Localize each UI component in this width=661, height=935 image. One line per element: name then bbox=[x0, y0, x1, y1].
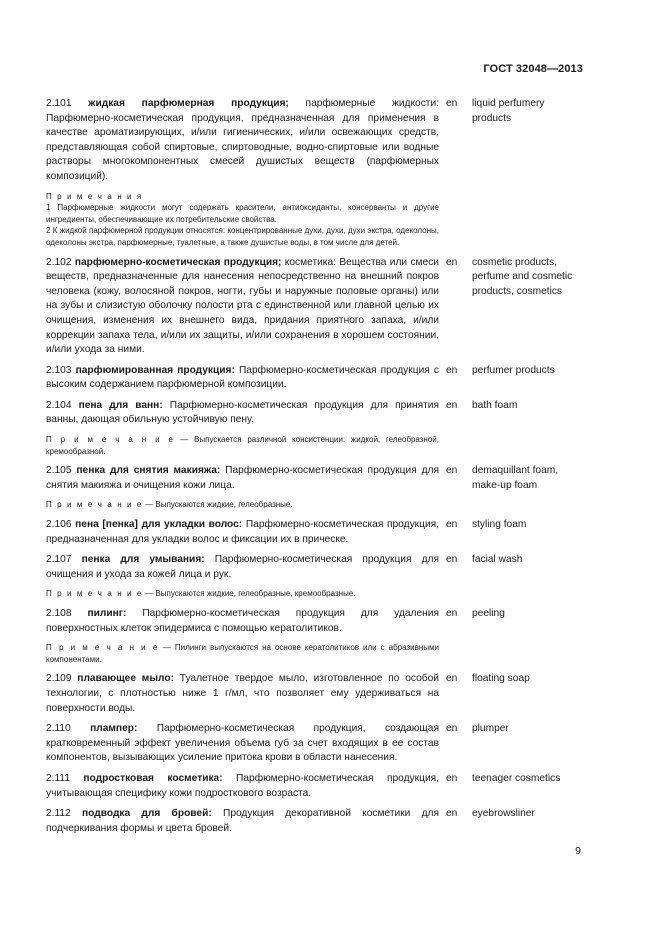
note-block-2-108 bbox=[46, 642, 439, 665]
note-heading: П р и м е ч а н и е bbox=[46, 589, 143, 599]
standard-header: ГОСТ 32048—2013 bbox=[483, 63, 583, 75]
language-code: en bbox=[446, 608, 458, 619]
language-code: en bbox=[446, 554, 458, 566]
note-block-2-105 bbox=[46, 499, 439, 511]
note-heading: П р и м е ч а н и я bbox=[46, 191, 143, 201]
note-heading: П р и м е ч а н и е bbox=[46, 500, 143, 510]
english-equivalent: liquid perfumery products bbox=[472, 98, 545, 124]
english-equivalent: floating soap bbox=[472, 673, 530, 685]
english-equivalent: demaquillant foam, make-up foam bbox=[472, 465, 559, 491]
term-entry-2-106 bbox=[46, 518, 586, 547]
term-entry-2-109 bbox=[46, 672, 586, 716]
english-equivalent: teenager cosmetics bbox=[472, 772, 561, 784]
page-number: 9 bbox=[575, 845, 581, 857]
term-name: плампер: bbox=[90, 723, 138, 735]
language-code: en bbox=[446, 673, 458, 685]
note-block-2-104 bbox=[46, 434, 439, 457]
english-equivalent: perfumer products bbox=[472, 364, 555, 376]
english-equivalent: facial wash bbox=[472, 554, 523, 566]
note-item: П р и м е ч а н и е — Выпускаются жидкие, гелеобразные. bbox=[46, 500, 293, 510]
term-entry-2-107 bbox=[46, 553, 586, 582]
term-definition: 2.105 пенка для снятия макияжа: Парфюмерно-косметическая продукция для снятия макияжа и очищения кожи лица. bbox=[46, 465, 439, 491]
term-name: подростковая косметика: bbox=[83, 772, 223, 784]
term-definition: 2.104 пена для ванн: Парфюмерно-косметическая продукция для принятия ванны, дающая обильную устойчивую пену. bbox=[46, 399, 439, 426]
note-item: 1 Парфюмерные жидкости могут содержать красители, антиоксиданты, консерванты и другие ингредиенты, обеспечивающие их потребительские свойства. bbox=[46, 203, 439, 224]
english-equivalent: peeling bbox=[472, 608, 505, 619]
term-name: подводка для бровей: bbox=[82, 808, 212, 820]
english-equivalent: plumper bbox=[472, 723, 509, 735]
english-equivalent: eyebrowsliner bbox=[472, 808, 535, 820]
term-entry-2-102 bbox=[46, 256, 586, 358]
term-entry-2-108 bbox=[46, 607, 586, 636]
note-heading: П р и м е ч а н и е bbox=[46, 435, 175, 445]
term-name: пена [пенка] для укладки волос: bbox=[75, 519, 243, 531]
term-entry-2-103 bbox=[46, 364, 586, 393]
term-name: пенка для снятия макияжа: bbox=[76, 465, 221, 477]
language-code: en bbox=[446, 772, 458, 784]
term-name: парфюмированная продукция: bbox=[75, 364, 235, 376]
note-heading: П р и м е ч а н и е bbox=[46, 643, 159, 653]
language-code: en bbox=[446, 808, 458, 820]
term-definition: 2.103 парфюмированная продукция: Парфюмерно-косметическая продукция с высоким содержанием парфюмерной композиции. bbox=[46, 364, 439, 391]
note-block-2-101 bbox=[46, 191, 439, 249]
term-entry-2-104 bbox=[46, 399, 586, 428]
term-entry-2-112 bbox=[46, 807, 586, 836]
term-name: плавающее мыло: bbox=[77, 673, 174, 685]
english-equivalent: cosmetic products, perfume and cosmetic products, cosmetics bbox=[472, 256, 573, 297]
term-definition: 2.107 пенка для умывания: Парфюмерно-косметическая продукция для очищения и ухода за кожей лица и рук. bbox=[46, 554, 439, 580]
term-definition: 2.109 плавающее мыло: Туалетное твердое мыло, изготовленное по особой технологии, с плотностью ниже 1 г/мл, что позволяет ему удерживаться на поверхности воды. bbox=[46, 673, 439, 714]
note-block-2-107 bbox=[46, 588, 439, 600]
term-definition: 2.108 пилинг: Парфюмерно-косметическая продукция для удаления поверхностных клеток эпидермиса с помощью кератолитиков. bbox=[46, 608, 439, 634]
term-definition: 2.112 подводка для бровей: Продукция декоративной косметики для подчеркивания формы и цвета бровей. bbox=[46, 808, 439, 834]
term-definition: 2.110 плампер: Парфюмерно-косметическая продукция, создающая кратковременный эффект увеличения объема губ за счет входящих в ее состав компонентов, вызывающих усиление притока крови в области нанесения. bbox=[46, 723, 439, 764]
language-code: en bbox=[446, 399, 458, 411]
term-name: пенка для умывания: bbox=[81, 554, 205, 566]
language-code: en bbox=[446, 723, 458, 735]
term-name: пена для ванн: bbox=[78, 399, 163, 411]
term-definition: 2.111 подростковая косметика: Парфюмерно-косметическая продукция, учитывающая специфику кожи подросткового возраста. bbox=[46, 772, 439, 799]
term-entry-2-110 bbox=[46, 722, 586, 766]
english-equivalent: styling foam bbox=[472, 519, 527, 531]
term-definition: 2.101 жидкая парфюмерная продукция; парфюмерные жидкости: Парфюмерно-косметическая продукция, предназначенная для применения в качестве ароматизирующих, и/или гигиенических, и/или освежающих средств, представляющая собой спиртовые, спиртоводные, водно-спиртовые или водные растворы многокомпонентных смесей душистых веществ (парфюмерных композиций). bbox=[46, 98, 439, 182]
language-code: en bbox=[446, 256, 458, 268]
language-code: en bbox=[446, 98, 458, 109]
language-code: en bbox=[446, 519, 458, 531]
note-item: П р и м е ч а н и е — Выпускается различной консистенции: жидкой, гелеобразной, кремообразной. bbox=[46, 435, 439, 456]
term-definition: 2.102 парфюмерно-косметическая продукция; косметика: Вещества или смеси веществ, предназначенные для нанесения непосредственно на внешний покров человека (кожу, волосяной покров, ногти, губы и наружные половые органы) или на зубы и слизистую оболочку полости рта с единственной или главной целью их очищения, изменения их внешнего вида, придания приятного запаха, и/или коррекции запаха тела, и/или их защиты, и/или сохранения в хорошем состоянии, и/или ухода за ними. bbox=[46, 256, 439, 356]
english-equivalent: bath foam bbox=[472, 399, 518, 411]
term-name: парфюмерно-косметическая продукция; bbox=[74, 256, 282, 268]
note-item: 2 К жидкой парфюмерной продукции относятся: концентрированные духи, духи, духи экстра, одеколоны, одеколоны экстра, парфюмерные, туалетные, а также душистые воды, в том числе для детей. bbox=[46, 226, 439, 247]
term-entry-2-105 bbox=[46, 464, 586, 493]
language-code: en bbox=[446, 465, 458, 477]
note-item: П р и м е ч а н и е — Пилинги выпускаются на основе кератолитиков или с абразивными компонентами. bbox=[46, 643, 439, 664]
term-entry-2-101 bbox=[46, 97, 586, 185]
term-name: пилинг: bbox=[87, 608, 127, 619]
language-code: en bbox=[446, 364, 458, 376]
term-entry-2-111 bbox=[46, 772, 586, 801]
term-definition: 2.106 пена [пенка] для укладки волос: Парфюмерно-косметическая продукция, предназначенная для укладки волос и фиксации их в прическе. bbox=[46, 519, 439, 545]
note-item: П р и м е ч а н и е — Выпускаются жидкие, гелеобразные, кремообразные. bbox=[46, 589, 356, 599]
terms-content bbox=[46, 97, 586, 842]
term-name: жидкая парфюмерная продукция; bbox=[88, 98, 289, 109]
